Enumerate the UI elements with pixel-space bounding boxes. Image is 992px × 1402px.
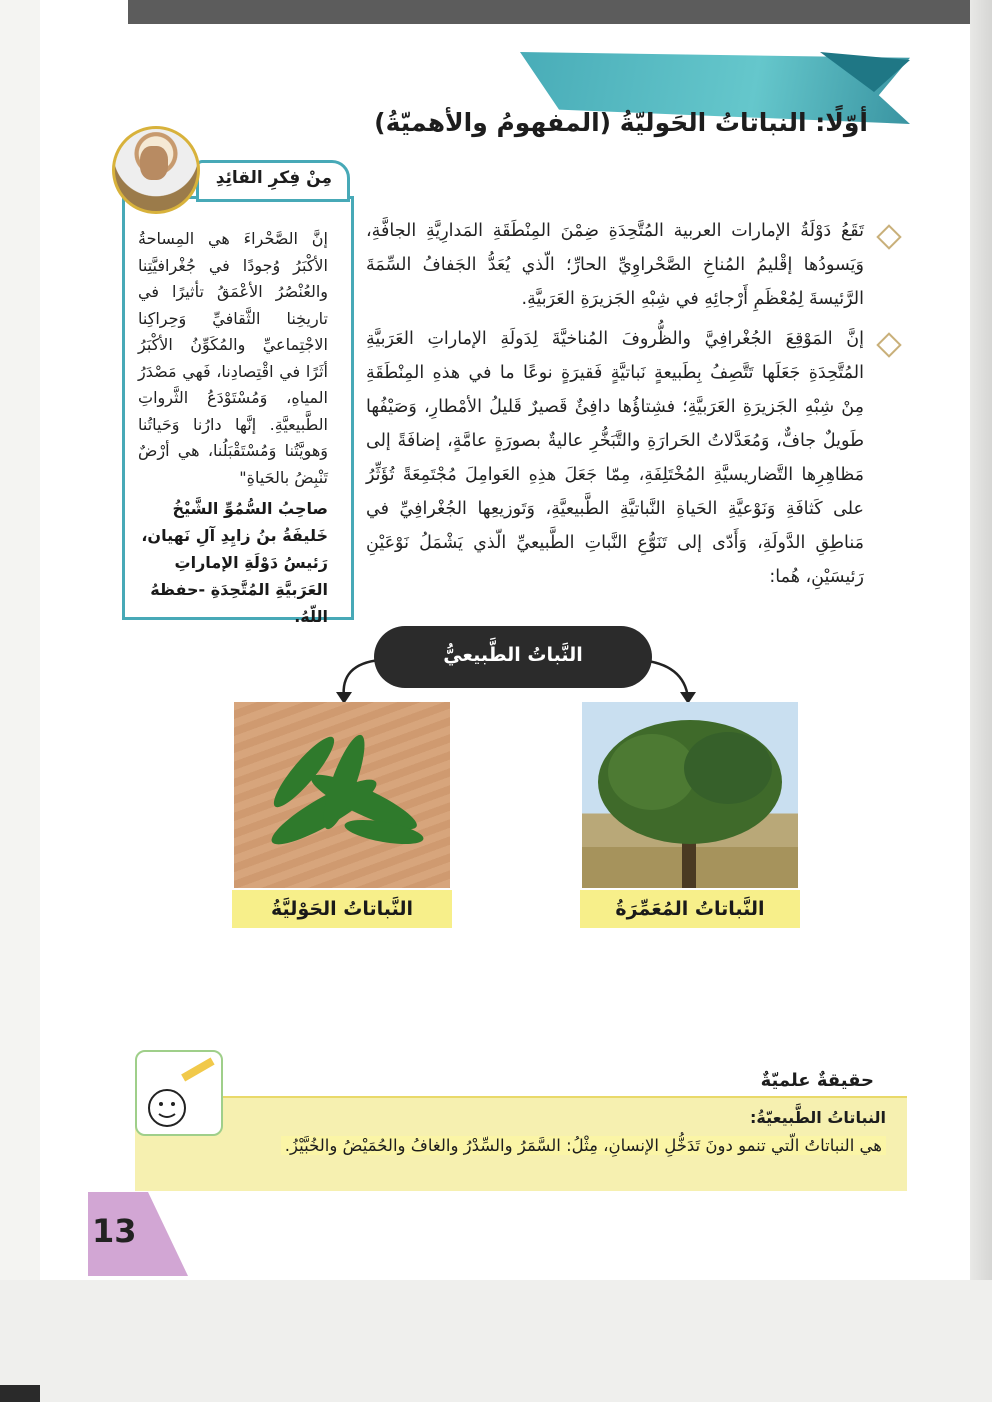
caption-annual: النَّباتاتُ الحَوْليَّةُ	[232, 890, 452, 928]
top-bar	[128, 0, 992, 24]
scan-shadow	[0, 1385, 40, 1402]
fact-heading: حقيقةٌ علميّةٌ	[760, 1070, 874, 1091]
caption-perennial: النَّباتاتُ المُعَمِّرَةُ	[580, 890, 800, 928]
paragraph-2: إنَّ المَوْقِعَ الجُغْرافِيَّ والظُّروفَ المُناخيَّةَ لِدَولَةِ الإماراتِ العَرَبيَّةِ المُتَّحِدَةِ جَعَلَها تَتَّصِفُ بِطَبيعةٍ نَباتيَّةٍ فَقيرَةٍ نوعًا ما في هذهِ المِنْطَقَةِ مِنْ شِبْهِ الجَزيرَةِ العَرَبيَّةِ؛ فشِتاؤُها دافِئٌ قَصيرٌ قَليلُ الأمْطارِ، وَصَيْفُها طَويلٌ جافٌّ، وَمُعَدَّلاتُ الحَرارَةِ والتَّبَخُّرِ عاليةٌ بصورَةٍ عامَّةٍ، إضافَةً إلى مَظاهِرِها التَّضاريسيَّةِ المُخْتَلِفَةِ، مِمّا جَعَلَ هذِهِ العَوامِلَ مُجْتَمِعَةً تُؤَثِّرُ على كَثافَةِ وَنَوْعيَّةِ الحَياةِ النَّباتيَّةِ الطَّبيعيَّةِ، وَتَوزيعِها الجُغْرافِيِّ في مَناطِقِ الدَّولَةِ، وَأَدّى إلى تَنَوُّعِ النَّباتِ الطَّبيعيِّ الّذي يَشْمَلُ نَوْعَيْنِ رَئيسَيْنِ، هُما:	[366, 329, 864, 587]
page-number: 13	[92, 1212, 137, 1250]
leader-signature: صاحِبُ السُّمُوِّ الشَّيْخُ خَليفَةُ بنُ زايِدِ آلِ نَهيان، رَئيسُ دَوْلَةِ الإماراتِ العَرَبيَّةِ المُتَّحِدَةِ -حفظهُ اللّهُ.	[141, 499, 328, 626]
page-edge	[970, 0, 992, 1402]
paragraph-1: تَقَعُ دَوْلَةُ الإمارات العربية المُتَّحِدَةِ ضِمْنَ المِنْطَقَةِ المَدارِيَّةِ الجافَّةِ، وَيَسودُها إقْليمُ المُناخِ الصَّحْراوِيِّ الحارِّ؛ الّذي يُعَدُّ الجَفافُ السِّمَةَ الرَّئيسةَ لِمُعْظَمِ أَرْجائِهِ في شِبْهِ الجَزيرَةِ العَرَبيَّةِ.	[366, 221, 864, 309]
section-heading: أوّلًا: النباتاتُ الحَوليّةُ (المفهومُ والأهميّةُ)	[374, 108, 868, 137]
fact-term: النباتاتُ الطَّبيعيّةُ:	[749, 1108, 886, 1127]
diagram-root: النَّباتُ الطَّبيعيُّ	[374, 626, 652, 688]
leader-quote: إنَّ الصَّحْراءَ هي المِساحةُ الأكْبَرُ وُجودًا في جُغْرافيَّتِنا والعُنْصُرُ الأعْمَقُ تأثيرًا في تاريخِنا الثَّقافيِّ وَحِراكِنا الاجْتِماعيِّ والمُكَوِّنُ الأكْبَرُ أثَرًا في اقْتِصادِنا، فَهي مَصْدَرُ المياهِ، وَمُسْتَوْدَعُ الثَّرواتِ الطَّبيعيَّةِ. إنَّها دارُنا وَحَياتُنا وَهويَّتُنا وَمُسْتَقْبَلُنا، هي أرْضٌ تَنْبِضُ بالحَياةِ"	[138, 229, 328, 487]
fact-definition: هي النباتاتُ الّتي تنمو دونَ تَدَخُّلِ الإنسانِ، مِثْلُ: السَّمَرُ والسِّدْرُ والغافُ والحُمَيْضُ والخُبَّيْزُ.	[281, 1136, 886, 1155]
annual-plant-photo	[234, 702, 450, 888]
leader-portrait-face	[140, 146, 168, 180]
leader-title: مِنْ فِكرِ القائِدِ	[215, 168, 332, 188]
pencil-face-icon	[135, 1050, 223, 1136]
bottom-margin	[0, 1280, 992, 1402]
perennial-plant-photo	[582, 702, 798, 888]
